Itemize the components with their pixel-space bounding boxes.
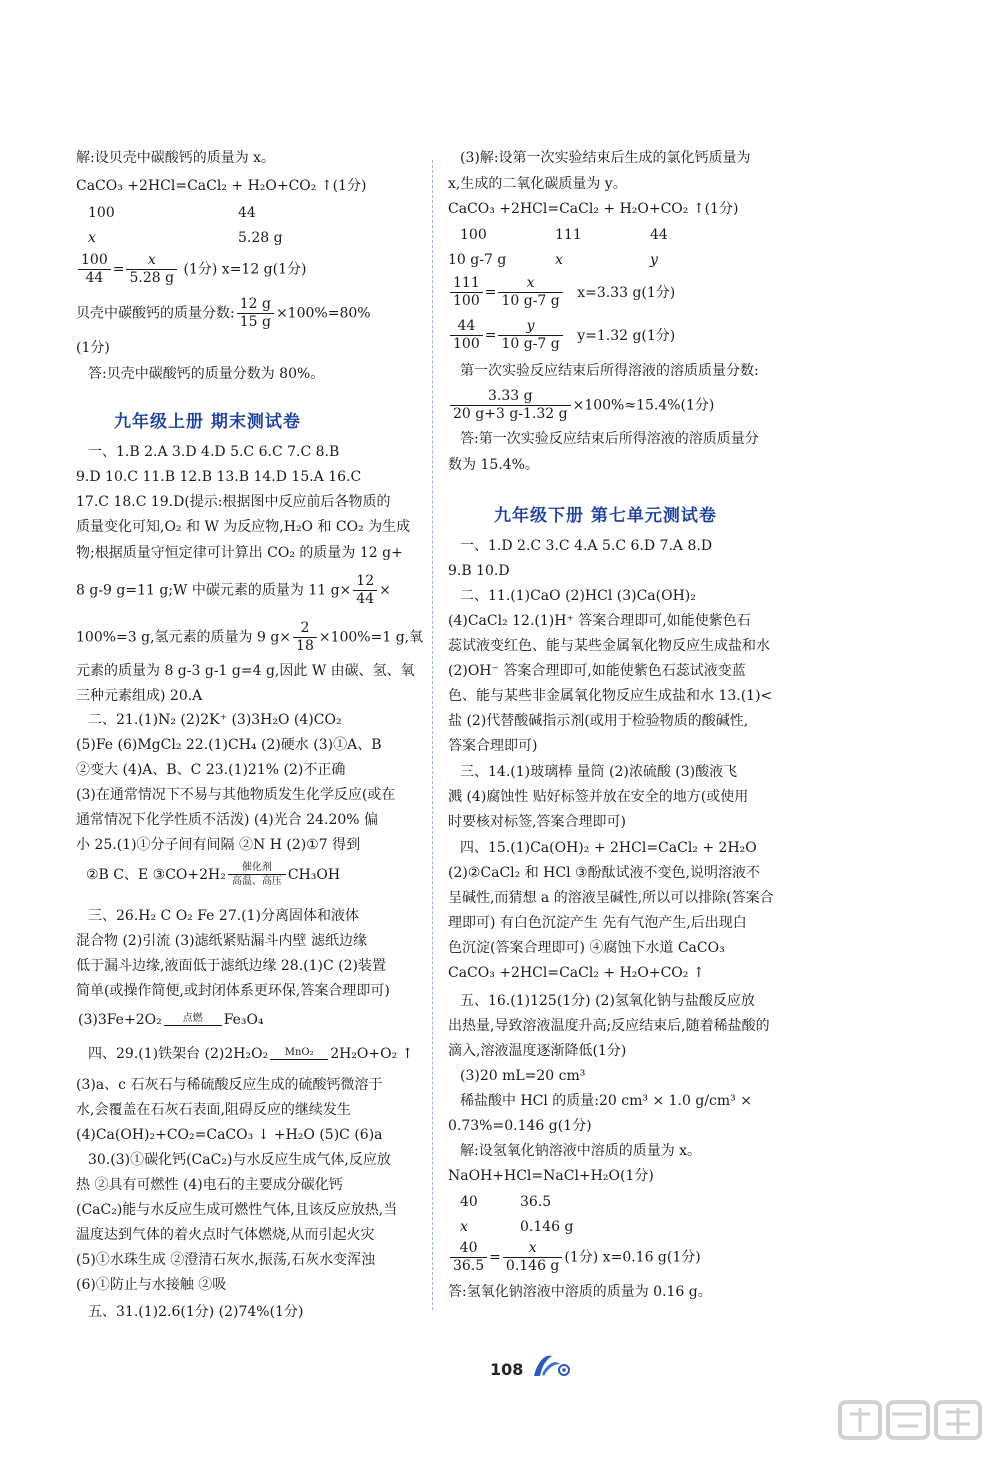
- fraction: $\frac{2}{18}$: [293, 620, 317, 655]
- answer-line: 混合物 (2)引流 (3)滤纸紧贴漏斗内壁 滤纸边缘: [76, 933, 368, 949]
- fraction: $\frac{x}{0.146 g}$: [503, 1240, 563, 1275]
- answer-line: 色沉淀(答案合理即可) ④腐蚀下水道 CaCO₃: [448, 940, 725, 956]
- quantity-row: [460, 1217, 574, 1237]
- fraction: $\frac{44}{100}$: [450, 318, 483, 353]
- answer-line: 时要核对标签,答案合理即可): [448, 814, 626, 830]
- answer-line: 一、1.B 2.A 3.D 4.D 5.C 6.C 7.C 8.B: [88, 444, 340, 460]
- quantity: 10 g-7 g: [448, 252, 507, 268]
- reaction-condition: 催化剂 高温、高压: [228, 862, 286, 888]
- answer-line: 五、31.(1)2.6(1分) (2)74%(1分): [88, 1304, 304, 1320]
- answer-line: 呈碱性,而猜想 a 的溶液呈碱性,所以可以排除(答案合: [448, 890, 774, 906]
- answer-line: 9.B 10.D: [448, 563, 510, 579]
- molar-mass: 100: [460, 227, 487, 243]
- equation: ②B C、E ③CO+2H₂ 催化剂 高温、高压 CH₃OH: [86, 862, 341, 887]
- answer: 数为 15.4%。: [448, 457, 539, 473]
- answer-line: 盐 (2)代替酸碱指示剂(或用于检验物质的酸碱性,: [448, 713, 749, 729]
- answer-line: 8 g-9 g=11 g;W 中碳元素的质量为 11 g× $\frac{12}{44}$ ×: [76, 573, 391, 607]
- answer-line: (5)①水珠生成 ②澄清石灰水,振荡,石灰水变浑浊: [76, 1252, 376, 1268]
- answer-line: (4)CaCl₂ 12.(1)H⁺ 答案合理即可,如能使紫色石: [448, 613, 751, 629]
- answer-line: 一、1.D 2.C 3.C 4.A 5.C 6.D 7.A 8.D: [460, 538, 713, 554]
- answer-line: 色、能与某些非金属氧化物反应生成盐和水 13.(1)<: [448, 688, 773, 704]
- answer-line: 溅 (4)腐蚀性 贴好标签并放在安全的地方(或使用: [448, 789, 749, 805]
- answer: 答:氢氧化钠溶液中溶质的质量为 0.16 g。: [448, 1284, 712, 1300]
- proportion-line: $\frac{100}{44}$ = $\frac{x}{5.28 g}$ (1分) x=12 g(1分): [76, 252, 306, 287]
- answer-line: 稀盐酸中 HCl 的质量:20 cm³ × 1.0 g/cm³ ×: [460, 1093, 752, 1109]
- mass-fraction-line: $\frac{3.33 g}{20 g+3 g-1.32 g}$ ×100%≈15.4%(1分): [448, 388, 714, 423]
- answer-line: 质量变化可知,O₂ 和 W 为反应物,H₂O 和 CO₂ 为生成: [76, 519, 411, 535]
- answer-line: (CaC₂)能与水反应生成可燃性气体,且该反应放热,当: [76, 1202, 398, 1218]
- answer-line: 小 25.(1)①分子间有间隔 ②N H (2)①7 得到: [76, 837, 361, 853]
- answer-line: 三、14.(1)玻璃棒 量筒 (2)浓硫酸 (3)酸液飞: [460, 764, 738, 780]
- answer-line: (3)a、c 石灰石与稀硫酸反应生成的硫酸钙微溶于: [76, 1077, 383, 1093]
- fraction: $\frac{x}{10 g-7 g}$: [498, 275, 562, 310]
- equation: CaCO₃ +2HCl=CaCl₂ + H₂O+CO₂ ↑: [448, 965, 705, 981]
- answer-line: (2)OH⁻ 答案合理即可,如能使紫色石蕊试液变蓝: [448, 663, 746, 679]
- answer-line: ②变大 (4)A、B、C 23.(1)21% (2)不正确: [76, 762, 346, 778]
- answer-line: 水,会覆盖在石灰石表面,阻碍反应的继续发生: [76, 1102, 351, 1118]
- answer-line: 热 ②具有可燃性 (4)电石的主要成分碳化钙: [76, 1177, 343, 1193]
- molar-mass: 44: [238, 205, 256, 221]
- fraction: $\frac{y}{10 g-7 g}$: [498, 318, 562, 353]
- answer-line: 9.D 10.C 11.B 12.B 13.B 14.D 15.A 16.C: [76, 469, 362, 485]
- fraction: $\frac{12}{44}$: [353, 573, 377, 608]
- variable: x: [555, 252, 563, 268]
- molar-mass: 100: [88, 205, 115, 221]
- answer: 答:贝壳中碳酸钙的质量分数为 80%。: [88, 366, 325, 382]
- solution-intro: 解:设氢氧化钠溶液中溶质的质量为 x。: [460, 1143, 702, 1159]
- equation: CaCO₃ +2HCl=CaCl₂ + H₂O+CO₂ ↑(1分): [448, 201, 739, 217]
- answer: 答:第一次实验反应结束后所得溶液的溶质质量分: [460, 431, 759, 447]
- variable: x: [88, 230, 96, 246]
- solution-intro: (3)解:设第一次实验结束后生成的氯化钙质量为: [460, 150, 751, 166]
- fraction: $\frac{x}{5.28 g}$: [126, 252, 177, 287]
- answer-line: 简单(或操作简便,或封闭体系更环保,答案合理即可): [76, 983, 390, 999]
- answer-line: 二、11.(1)CaO (2)HCl (3)Ca(OH)₂: [460, 588, 696, 604]
- fraction: $\frac{100}{44}$: [78, 252, 111, 287]
- quantity-row: [448, 250, 658, 270]
- fraction: $\frac{40}{36.5}$: [450, 1240, 487, 1275]
- answer-line: 五、16.(1)125(1分) (2)氢氧化钠与盐酸反应放: [460, 993, 755, 1009]
- fraction: $\frac{111}{100}$: [450, 275, 483, 310]
- answer-line: 第一次实验反应结束后所得溶液的溶质质量分数:: [460, 363, 759, 379]
- section-heading: 九年级上册 期末测试卷: [114, 412, 301, 432]
- column-divider: [432, 160, 433, 1310]
- page-number: 108: [490, 1360, 524, 1379]
- answer-line: 三、26.H₂ C O₂ Fe 27.(1)分离固体和液体: [88, 908, 360, 924]
- quantity: 5.28 g: [238, 230, 283, 246]
- answer-line: 蕊试液变红色、能与某些金属氧化物反应生成盐和水: [448, 638, 770, 654]
- solution-intro: 解:设贝壳中碳酸钙的质量为 x。: [76, 150, 276, 166]
- answer-line: (6)①防止与水接触 ②吸: [76, 1277, 227, 1293]
- answer-line: 物;根据质量守恒定律可计算出 CO₂ 的质量为 12 g+: [76, 545, 403, 561]
- answer-line: 17.C 18.C 19.D(提示:根据图中反应前后各物质的: [76, 494, 391, 510]
- answer-line: 二、21.(1)N₂ (2)2K⁺ (3)3H₂O (4)CO₂: [88, 712, 342, 728]
- answer-line: 答案合理即可): [448, 738, 538, 754]
- answer-line: 三种元素组成) 20.A: [76, 688, 203, 704]
- proportion-line: $\frac{44}{100}$ = $\frac{y}{10 g-7 g}$ y=1.32 g(1分): [448, 318, 675, 353]
- watermark-logo-icon: [836, 1398, 986, 1456]
- molar-mass: 36.5: [520, 1194, 552, 1210]
- fraction: $\frac{3.33 g}{20 g+3 g-1.32 g}$: [450, 388, 571, 423]
- molar-mass-row: [460, 225, 668, 245]
- proportion-line: $\frac{111}{100}$ = $\frac{x}{10 g-7 g}$ x=3.33 g(1分): [448, 275, 675, 310]
- mass-fraction-line: 贝壳中碳酸钙的质量分数: $\frac{12 g}{15 g}$ ×100%=80%: [76, 296, 371, 330]
- answer-line: 出热量,导致溶液温度升高;反应结束后,随着稀盐酸的: [448, 1018, 770, 1034]
- answer-line: 元素的质量为 8 g-3 g-1 g=4 g,因此 W 由碳、氢、氧: [76, 663, 415, 679]
- molar-mass-row: [460, 1192, 551, 1212]
- answer-line: 100%=3 g,氢元素的质量为 9 g× $\frac{2}{18}$ ×100%=1 g,氧: [76, 620, 424, 654]
- flourish-ornament-icon: [530, 1350, 574, 1380]
- variable: y: [650, 252, 658, 268]
- answer-line: 通常情况下化学性质不活泼) (4)光合 24.20% 偏: [76, 812, 379, 828]
- answer-line: (5)Fe (6)MgCl₂ 22.(1)CH₄ (2)硬水 (3)①A、B: [76, 737, 382, 753]
- answer-line: 滴入,溶液温度逐渐降低(1分): [448, 1043, 627, 1059]
- molar-mass: 111: [555, 227, 582, 243]
- reaction-condition: 点燃: [164, 1013, 222, 1027]
- answer-line: 温度达到气体的着火点时气体燃烧,从而引起火灾: [76, 1227, 375, 1243]
- equation: NaOH+HCl=NaCl+H₂O(1分): [448, 1168, 654, 1184]
- molar-mass-row: [88, 203, 256, 223]
- solution-intro: x,生成的二氧化碳质量为 y。: [448, 176, 627, 192]
- answer-line: 四、15.(1)Ca(OH)₂ + 2HCl=CaCl₂ + 2H₂O: [460, 840, 757, 856]
- proportion-line: $\frac{40}{36.5}$ = $\frac{x}{0.146 g}$ (1分) x=0.16 g(1分): [448, 1240, 701, 1275]
- fraction: $\frac{12 g}{15 g}$: [237, 296, 274, 331]
- molar-mass: 44: [650, 227, 668, 243]
- quantity: 0.146 g: [520, 1219, 574, 1235]
- equation: (3)3Fe+2O₂ 点燃 Fe₃O₄: [78, 1012, 264, 1028]
- equation: CaCO₃ +2HCl=CaCl₂ + H₂O+CO₂ ↑(1分): [76, 178, 367, 194]
- quantity-row: [88, 228, 283, 248]
- answer-line: 0.73%=0.146 g(1分): [448, 1118, 592, 1134]
- equation: 四、29.(1)铁架台 (2)2H₂O₂ MnO₂ 2H₂O+O₂ ↑: [88, 1046, 414, 1062]
- reaction-condition: MnO₂: [270, 1047, 328, 1061]
- answer-line: 30.(3)①碳化钙(CaC₂)与水反应生成气体,反应放: [88, 1152, 391, 1168]
- answer-line: (2)②CaCl₂ 和 HCl ③酚酞试液不变色,说明溶液不: [448, 865, 760, 881]
- answer-line: 低于漏斗边缘,液面低于滤纸边缘 28.(1)C (2)装置: [76, 958, 386, 974]
- answer-line: (4)Ca(OH)₂+CO₂=CaCO₃ ↓ +H₂O (5)C (6)a: [76, 1127, 383, 1143]
- molar-mass: 40: [460, 1194, 478, 1210]
- score-note: (1分): [76, 340, 110, 356]
- answer-line: 理即可) 有白色沉淀产生 先有气泡产生,后出现白: [448, 915, 747, 931]
- answer-line: (3)在通常情况下不易与其他物质发生化学反应(或在: [76, 787, 396, 803]
- section-heading: 九年级下册 第七单元测试卷: [494, 506, 717, 526]
- variable: x: [460, 1219, 468, 1235]
- answer-line: (3)20 mL=20 cm³: [460, 1068, 586, 1084]
